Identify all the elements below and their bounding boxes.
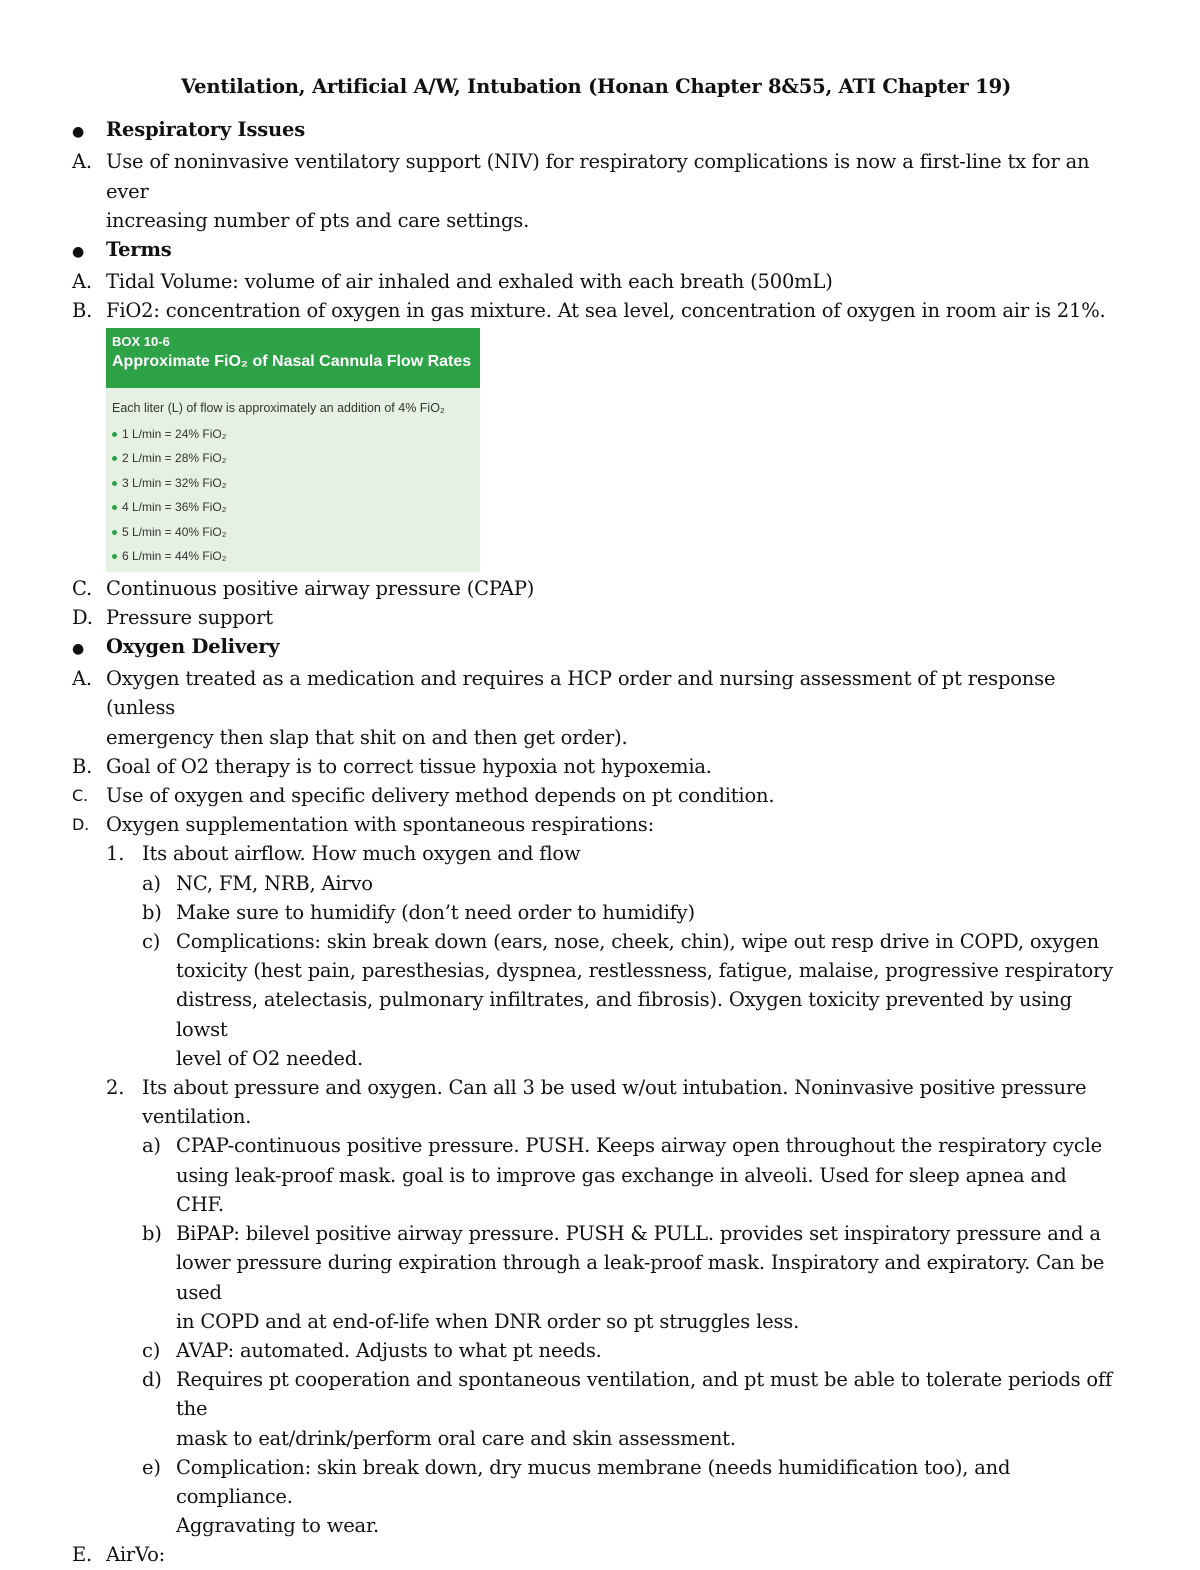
document-title: Ventilation, Artificial A/W, Intubation (Honan Chapter 8&55, ATI Chapter 19) (181, 75, 1011, 98)
box-title: Approximate FiO₂ of Nasal Cannula Flow Rates (112, 352, 472, 370)
list-item: D. Oxygen supplementation with spontaneous respirations: (72, 813, 654, 837)
list-item: B. FiO2: concentration of oxygen in gas mixture. At sea level, concentration of oxygen in room air is 21%. (72, 299, 1106, 323)
section-heading-terms: ● Terms (72, 235, 1120, 267)
bullet-dot-icon (112, 554, 117, 559)
list-item: a) NC, FM, NRB, Airvo (142, 871, 373, 895)
section-heading-oxygen: ● Oxygen Delivery (72, 632, 1120, 664)
box-list-item: 2 L/min = 28% FiO₂ (112, 446, 474, 471)
list-item: A. Oxygen treated as a medication and requires a HCP order and nursing assessment of pt response (unless emergency then slap that shit on and then get order). (72, 667, 1056, 749)
fio2-box-header (106, 328, 480, 388)
list-item: c) Complications: skin break down (ears, nose, cheek, chin), wipe out resp drive in COPD, oxygen toxicity (hest pain, paresthesias, dyspnea, restlessness, fatigue, malaise, progressive respiratory distress, atelectasis, pulmonary infiltrates, and fibrosis). Oxygen toxicity prevented by using lowst level of O2 needed. (142, 930, 1113, 1070)
list-item: c) AVAP: automated. Adjusts to what pt needs. (142, 1338, 602, 1362)
section-heading-respiratory: ● Respiratory Issues (72, 115, 1120, 147)
box-intro: Each liter (L) of flow is approximately an addition of 4% FiO₂ (112, 400, 445, 415)
box-list-item: 3 L/min = 32% FiO₂ (112, 471, 474, 496)
list-item: E. AirVo: (72, 1543, 166, 1567)
list-item: D. Pressure support (72, 605, 273, 629)
bullet-icon: ● (72, 124, 85, 141)
list-item: B. Goal of O2 therapy is to correct tissue hypoxia not hypoxemia. (72, 754, 712, 778)
bullet-dot-icon (112, 432, 117, 437)
box-list-item: 5 L/min = 40% FiO₂ (112, 520, 474, 545)
bullet-dot-icon (112, 456, 117, 461)
list-item: 2. Its about pressure and oxygen. Can all 3 be used w/out intubation. Noninvasive positive pressure ventilation. (106, 1076, 1087, 1129)
list-item: d) Requires pt cooperation and spontaneous ventilation, and pt must be able to tolerate periods off the mask to eat/drink/perform oral care and skin assessment. (142, 1368, 1112, 1450)
box-label: BOX 10-6 (112, 333, 170, 349)
fio2-box (106, 328, 480, 572)
list-item: 1. Its about airflow. How much oxygen and flow (106, 842, 581, 866)
bullet-dot-icon (112, 530, 117, 535)
box-list-item: 6 L/min = 44% FiO₂ (112, 544, 474, 569)
bullet-dot-icon (112, 505, 117, 510)
list-item: a) CPAP-continuous positive pressure. PUSH. Keeps airway open throughout the respiratory cycle using leak-proof mask. goal is to improve gas exchange in alveoli. Used for sleep apnea and CHF. (142, 1134, 1102, 1216)
box-list-item: 4 L/min = 36% FiO₂ (112, 495, 474, 520)
list-item: C. Use of oxygen and specific delivery method depends on pt condition. (72, 784, 775, 808)
list-item: e) Complication: skin break down, dry mucus membrane (needs humidification too), and compliance. Aggravating to wear. (142, 1455, 1011, 1538)
list-item: A. Tidal Volume: volume of air inhaled and exhaled with each breath (500mL) (72, 270, 833, 294)
box-list-item: 1 L/min = 24% FiO₂ (112, 422, 474, 447)
box-list (112, 422, 474, 569)
bullet-icon: ● (72, 244, 85, 261)
list-item: b) BiPAP: bilevel positive airway pressure. PUSH & PULL. provides set inspiratory pressure and a lower pressure during expiration through a leak-proof mask. Inspiratory and expiratory. Can be used in COPD and at end-of-life when DNR order so pt struggles less. (142, 1222, 1105, 1333)
fio2-box-body (106, 388, 480, 569)
list-item: b) Make sure to humidify (don’t need order to humidify) (142, 900, 695, 924)
bullet-dot-icon (112, 481, 117, 486)
list-item: A. Use of noninvasive ventilatory support (NIV) for respiratory complications is now a first-line tx for an ever increasing number of pts and care settings. (72, 150, 1090, 232)
list-item: C. Continuous positive airway pressure (CPAP) (72, 576, 535, 600)
fio2-box-figure (72, 328, 1120, 572)
bullet-icon: ● (72, 641, 85, 658)
